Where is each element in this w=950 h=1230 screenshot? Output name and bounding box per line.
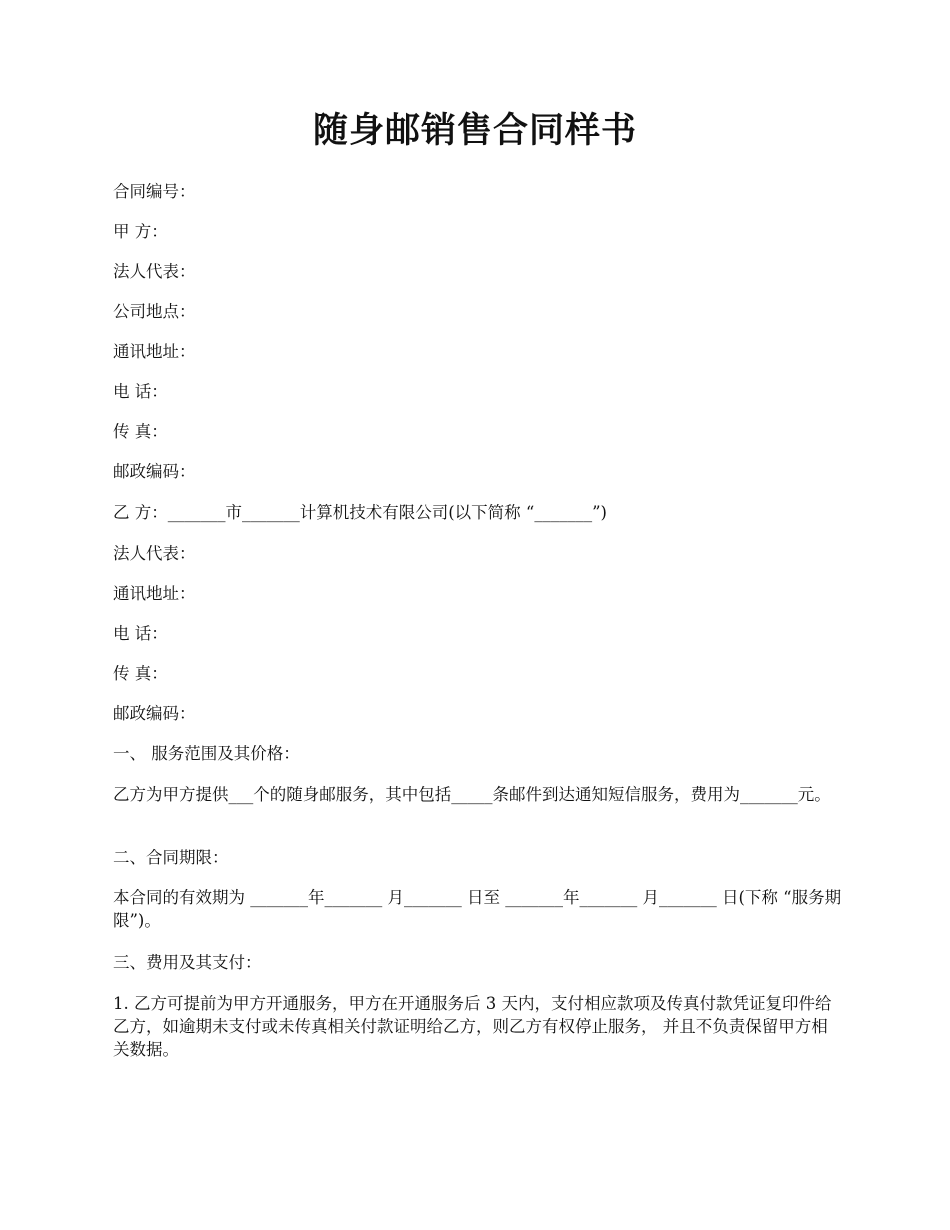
field-party-a-fax: 传 真： — [113, 422, 168, 441]
field-party-b: 乙 方：_______市_______计算机技术有限公司(以下简称 “_______”) — [113, 503, 607, 522]
section-3-item-1: 1. 乙方可提前为甲方开通服务，甲方在开通服务后 3 天内，支付相应款项及传真付款凭证复印件给乙方，如逾期未支付或未传真相关付款证明给乙方，则乙方有权停止服务， 并且不负责保留甲方相关数据。 — [113, 994, 832, 1059]
page-title: 随身邮销售合同样书 — [312, 111, 637, 151]
field-party-a-company-location: 公司地点： — [113, 302, 196, 321]
field-party-a-phone: 电 话： — [113, 382, 168, 401]
field-party-a-mailing-address: 通讯地址： — [113, 342, 196, 361]
field-party-a-postal-code: 邮政编码： — [113, 462, 196, 481]
section-3-heading: 三、费用及其支付： — [113, 953, 262, 972]
field-party-a: 甲 方： — [113, 222, 168, 241]
section-2-body: 本合同的有效期为 _______年_______ 月_______ 日至 _______年_______ 月_______ 日(下称 “服务期限”)。 — [113, 888, 842, 930]
section-1-heading: 一、 服务范围及其价格： — [113, 744, 300, 763]
field-party-b-mailing-address: 通讯地址： — [113, 584, 196, 603]
field-party-b-fax: 传 真： — [113, 664, 168, 683]
section-2-heading: 二、合同期限： — [113, 848, 229, 867]
field-contract-no: 合同编号： — [113, 182, 196, 201]
field-party-b-legal-rep: 法人代表： — [113, 544, 196, 563]
field-party-b-postal-code: 邮政编码： — [113, 704, 196, 723]
field-party-a-legal-rep: 法人代表： — [113, 262, 196, 281]
section-1-body: 乙方为甲方提供___个的随身邮服务，其中包括_____条邮件到达通知短信服务，费用为_______元。 — [113, 785, 831, 804]
field-party-b-phone: 电 话： — [113, 624, 168, 643]
